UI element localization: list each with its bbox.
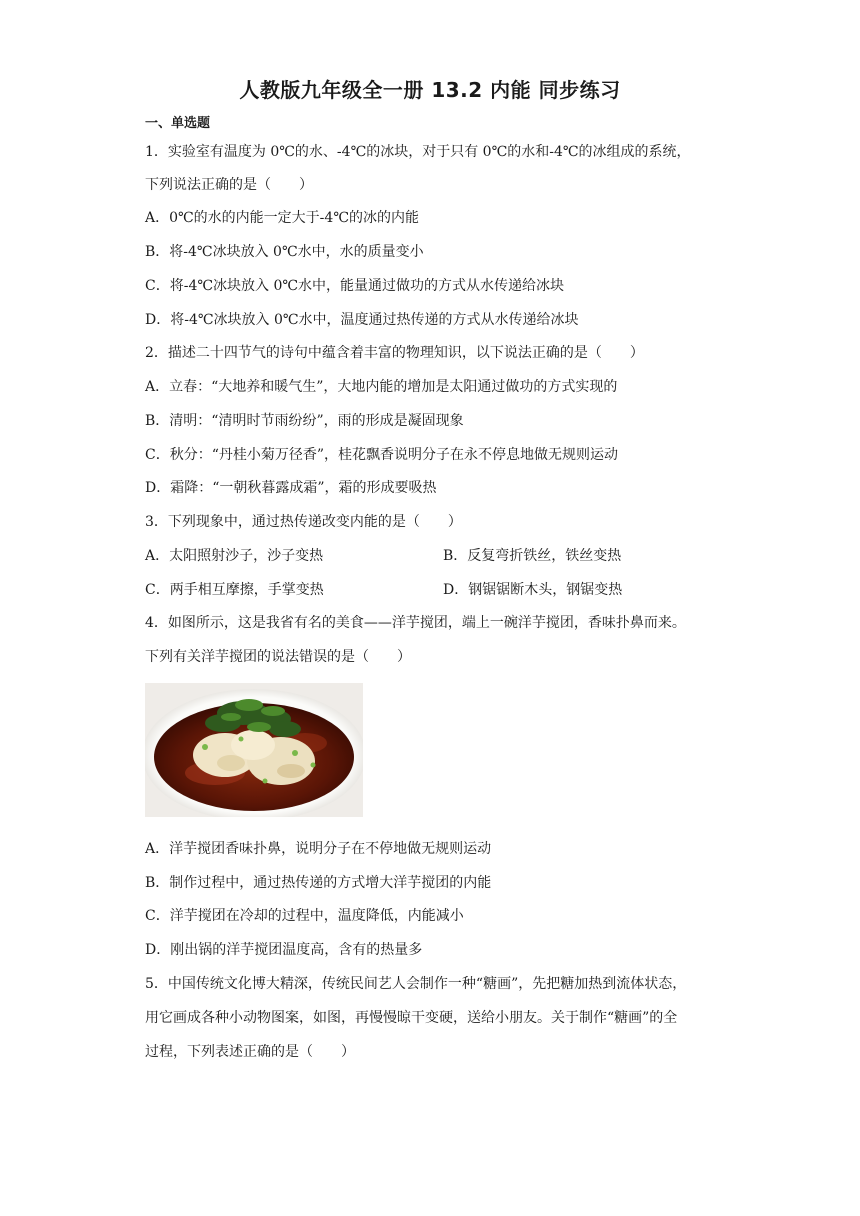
question-1-option-a: A．0℃的水的内能一定大于-4℃的冰的内能 bbox=[145, 210, 419, 226]
question-1-stem-line-2: 下列说法正确的是（ ） bbox=[145, 177, 313, 193]
question-3-stem: 3．下列现象中，通过热传递改变内能的是（ ） bbox=[145, 514, 462, 530]
question-4-option-d: D．刚出锅的洋芋搅团温度高，含有的热量多 bbox=[145, 942, 423, 958]
question-4-option-a: A．洋芋搅团香味扑鼻，说明分子在不停地做无规则运动 bbox=[145, 841, 492, 857]
question-1-option-c: C．将-4℃冰块放入 0℃水中，能量通过做功的方式从水传递给冰块 bbox=[145, 278, 565, 294]
question-1-option-d: D．将-4℃冰块放入 0℃水中，温度通过热传递的方式从水传递给冰块 bbox=[145, 312, 579, 328]
question-3-option-a: A．太阳照射沙子，沙子变热 bbox=[145, 548, 324, 564]
question-4-stem-line-1: 4．如图所示，这是我省有名的美食——洋芋搅团，端上一碗洋芋搅团，香味扑鼻而来。 bbox=[145, 615, 686, 631]
question-5-stem-line-2: 用它画成各种小动物图案，如图，再慢慢晾干变硬，送给小朋友。关于制作“糖画”的全 bbox=[145, 1010, 678, 1026]
question-5-stem-line-3: 过程，下列表述正确的是（ ） bbox=[145, 1044, 355, 1060]
question-3-option-d: D．钢锯锯断木头，钢锯变热 bbox=[443, 582, 623, 598]
question-2-option-b: B．清明：“清明时节雨纷纷”，雨的形成是凝固现象 bbox=[145, 413, 464, 429]
question-2-option-a: A．立春：“大地养和暖气生”，大地内能的增加是太阳通过做功的方式实现的 bbox=[145, 379, 618, 395]
question-1-stem-line-1: 1．实验室有温度为 0℃的水、-4℃的冰块，对于只有 0℃的水和-4℃的冰组成的系统， bbox=[145, 144, 691, 160]
question-3-option-c: C．两手相互摩擦，手掌变热 bbox=[145, 582, 324, 598]
question-4-option-b: B．制作过程中，通过热传递的方式增大洋芋搅团的内能 bbox=[145, 875, 492, 891]
food-photo-icon bbox=[145, 683, 363, 817]
section-heading: 一、单选题 bbox=[145, 116, 211, 131]
question-1-option-b: B．将-4℃冰块放入 0℃水中，水的质量变小 bbox=[145, 244, 424, 260]
question-4-stem-line-2: 下列有关洋芋搅团的说法错误的是（ ） bbox=[145, 649, 411, 665]
question-5-stem-line-1: 5．中国传统文化博大精深，传统民间艺人会制作一种“糖画”，先把糖加热到流体状态， bbox=[145, 976, 687, 992]
question-2-option-c: C．秋分：“丹桂小菊万径香”，桂花飘香说明分子在永不停息地做无规则运动 bbox=[145, 447, 619, 463]
page-title: 人教版九年级全一册 13.2 内能 同步练习 bbox=[239, 78, 621, 102]
question-2-option-d: D．霜降：“一朝秋暮露成霜”，霜的形成要吸热 bbox=[145, 480, 437, 496]
question-2-stem: 2．描述二十四节气的诗句中蕴含着丰富的物理知识，以下说法正确的是（ ） bbox=[145, 345, 644, 361]
question-4-option-c: C．洋芋搅团在冷却的过程中，温度降低，内能减小 bbox=[145, 908, 464, 924]
question-3-option-b: B．反复弯折铁丝，铁丝变热 bbox=[443, 548, 622, 564]
